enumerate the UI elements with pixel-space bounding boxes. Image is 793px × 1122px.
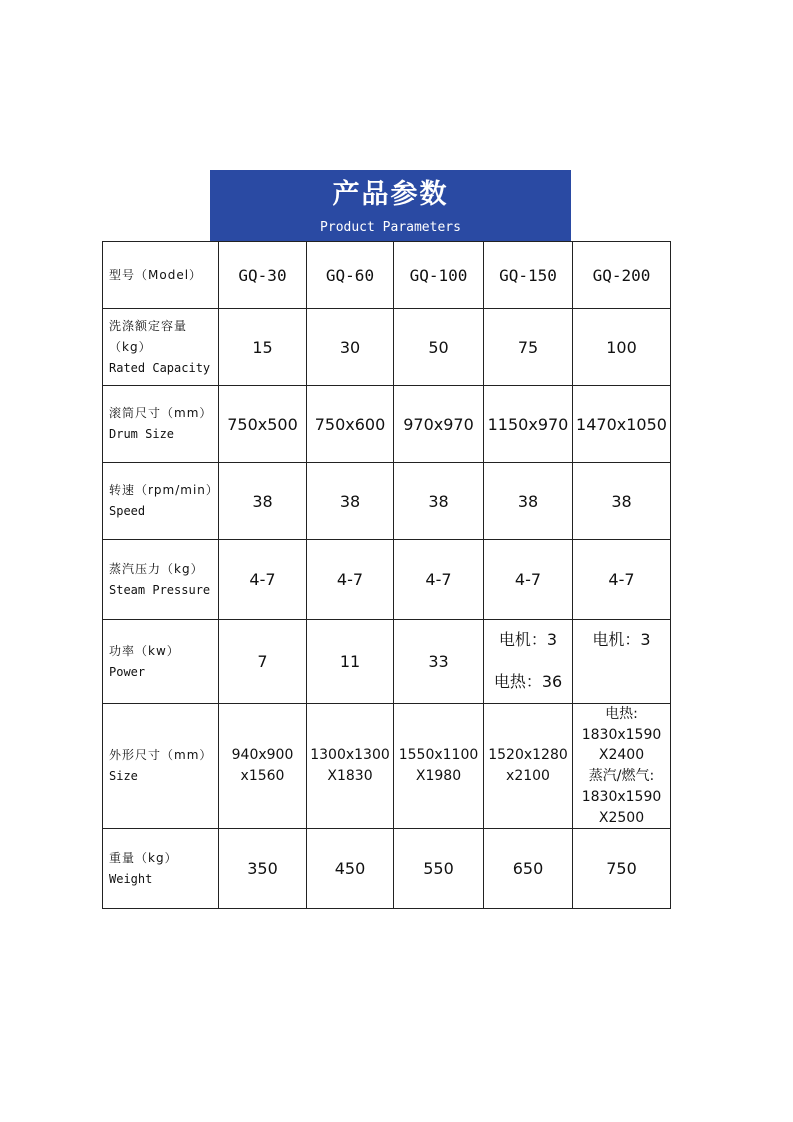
label-model: 型号（Model） — [103, 242, 219, 309]
weight-cell: 750 — [573, 829, 671, 909]
size-cell: 1520x1280 x2100 — [484, 704, 573, 829]
steam-cell: 4-7 — [307, 540, 394, 620]
label-capacity: 洗涤额定容量 （kg） Rated Capacity — [103, 309, 219, 386]
weight-cell: 550 — [394, 829, 484, 909]
power-cell: 11 — [307, 620, 394, 704]
row-drum-size — [103, 386, 671, 463]
power-cell-gq200 — [573, 620, 671, 704]
drum-cell: 750x500 — [219, 386, 307, 463]
label-power: 功率（kw） Power — [103, 620, 219, 704]
row-model — [103, 242, 671, 309]
power-cell-gq150 — [484, 620, 573, 704]
weight-cell: 650 — [484, 829, 573, 909]
speed-cell: 38 — [484, 463, 573, 540]
power-heat: 电热：36 — [493, 672, 563, 691]
capacity-cell: 30 — [307, 309, 394, 386]
drum-cell: 1470x1050 — [573, 386, 671, 463]
power-cell: 7 — [219, 620, 307, 704]
row-steam-pressure — [103, 540, 671, 620]
weight-cell: 450 — [307, 829, 394, 909]
row-weight — [103, 829, 671, 909]
row-power — [103, 620, 671, 704]
drum-cell: 1150x970 — [484, 386, 573, 463]
parameters-table — [102, 241, 671, 909]
power-cell: 33 — [394, 620, 484, 704]
speed-cell: 38 — [573, 463, 671, 540]
row-speed — [103, 463, 671, 540]
title-banner — [210, 170, 571, 241]
steam-cell: 4-7 — [573, 540, 671, 620]
size-cell: 1550x1100 X1980 — [394, 704, 484, 829]
size-cell: 1300x1300 X1830 — [307, 704, 394, 829]
model-cell: GQ-30 — [219, 242, 307, 309]
size-cell: 940x900 x1560 — [219, 704, 307, 829]
steam-cell: 4-7 — [219, 540, 307, 620]
row-capacity — [103, 309, 671, 386]
steam-cell: 4-7 — [484, 540, 573, 620]
drum-cell: 750x600 — [307, 386, 394, 463]
power-motor: 电机：3 — [498, 630, 558, 649]
capacity-cell: 15 — [219, 309, 307, 386]
model-cell: GQ-200 — [573, 242, 671, 309]
speed-cell: 38 — [394, 463, 484, 540]
capacity-cell: 75 — [484, 309, 573, 386]
capacity-cell: 100 — [573, 309, 671, 386]
speed-cell: 38 — [307, 463, 394, 540]
model-cell: GQ-100 — [394, 242, 484, 309]
weight-cell: 350 — [219, 829, 307, 909]
label-speed: 转速（rpm/min） Speed — [103, 463, 219, 540]
row-size — [103, 704, 671, 829]
speed-cell: 38 — [219, 463, 307, 540]
drum-cell: 970x970 — [394, 386, 484, 463]
title-en: Product Parameters — [320, 220, 461, 235]
model-cell: GQ-150 — [484, 242, 573, 309]
power-motor: 电机：3 — [592, 630, 651, 649]
size-cell-gq200: 电热: 1830x1590 X2400 蒸汽/燃气: 1830x1590 X2500 — [573, 704, 671, 829]
steam-cell: 4-7 — [394, 540, 484, 620]
label-steam-pressure: 蒸汽压力（kg） Steam Pressure — [103, 540, 219, 620]
label-size: 外形尺寸（mm） Size — [103, 704, 219, 829]
model-cell: GQ-60 — [307, 242, 394, 309]
label-weight: 重量（kg） Weight — [103, 829, 219, 909]
label-drum-size: 滚筒尺寸（mm） Drum Size — [103, 386, 219, 463]
title-zh: 产品参数 — [332, 179, 449, 210]
capacity-cell: 50 — [394, 309, 484, 386]
